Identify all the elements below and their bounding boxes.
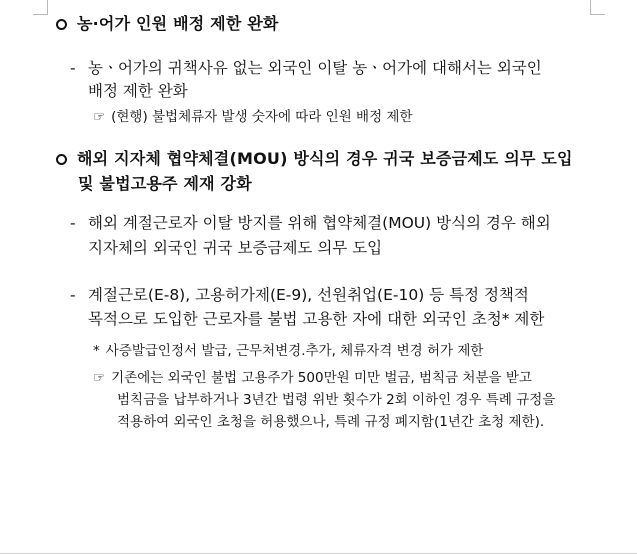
- section2-item2: [70, 288, 529, 304]
- section1-item1: [70, 61, 590, 77]
- section2-note-cont2: [117, 416, 544, 430]
- section1-heading-text: 농·어가 인원 배정 제한 완화: [77, 14, 279, 33]
- crop-mark-top-left: [33, 0, 48, 15]
- section1-item1-line2: 배정 제한 완화: [88, 82, 188, 100]
- section2-footnote-text: 사증발급인정서 발급, 근무처변경.추가, 체류자격 변경 허가 제한: [105, 343, 484, 359]
- circle-bullet-icon: [56, 19, 67, 30]
- section2-note: [93, 372, 532, 386]
- section1-note: [93, 111, 413, 125]
- section2-item2-line2: 목적으로 도입한 근로자를 불법 고용한 자에 대한 외국인 초청* 제한: [88, 310, 545, 328]
- section2-item1-line1: 해외 계절근로자 이탈 방지를 위해 협약체결(MOU) 방식의 경우 해외: [88, 214, 551, 232]
- circle-bullet-icon: [56, 154, 67, 165]
- section2-heading-cont: [78, 176, 252, 192]
- section2-heading-line2: 및 불법고용주 제재 강화: [78, 174, 252, 193]
- section2-heading: [56, 151, 573, 167]
- asterisk-marker: *: [93, 343, 100, 359]
- section2-heading-line1: 해외 지자체 협약체결(MOU) 방식의 경우 귀국 보증금제도 의무 도입: [77, 149, 573, 168]
- section2-item2-line1: 계절근로(E-8), 고용허가제(E-9), 선원취업(E-10) 등 특정 정책적: [88, 286, 529, 304]
- section1-heading: [56, 16, 279, 32]
- pointing-hand-icon: ☞: [93, 109, 106, 125]
- dash-bullet: -: [70, 59, 76, 77]
- section2-note-line2: 범칙금을 납부하거나 3년간 법령 위반 횟수가 2회 이하인 경우 특례 규정을: [117, 392, 556, 408]
- pointing-hand-icon: ☞: [93, 370, 106, 386]
- dash-bullet: -: [70, 214, 76, 232]
- section1-note-text: (현행) 불법체류자 발생 숫자에 따라 인원 배정 제한: [111, 109, 413, 125]
- section2-item1-line2: 지자체의 외국인 귀국 보증금제도 의무 도입: [88, 239, 383, 257]
- section2-footnote: [93, 345, 483, 359]
- section2-note-cont1: [117, 394, 555, 408]
- section2-note-line1: 기존에는 외국인 불법 고용주가 500만원 미만 벌금, 범칙금 처분을 받고: [111, 370, 532, 386]
- section1-item1-line1: 농ㆍ어가의 귀책사유 없는 외국인 이탈 농ㆍ어가에 대해서는 외국인: [88, 59, 542, 77]
- section2-item1: [70, 216, 551, 232]
- section1-item1-cont: [88, 84, 188, 100]
- section2-item1-cont: [88, 241, 382, 257]
- section2-item2-cont: [88, 312, 544, 328]
- section2-note-line3: 적용하여 외국인 초청을 허용했으나, 특례 규정 폐지함(1년간 초청 제한).: [117, 414, 545, 430]
- dash-bullet: -: [70, 286, 76, 304]
- crop-mark-top-right: [590, 0, 605, 15]
